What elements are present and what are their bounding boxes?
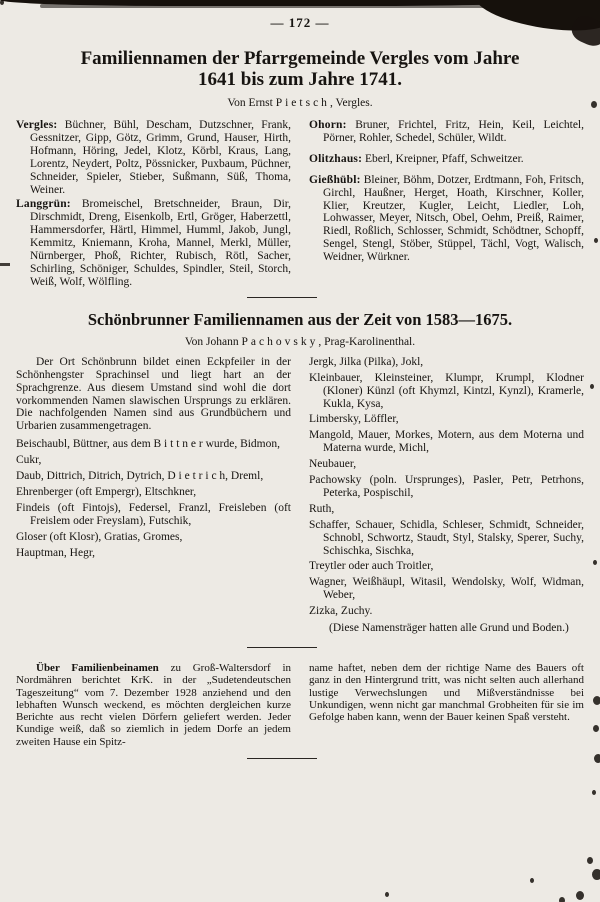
surname-item: Mangold, Mauer, Morkes, Motern, aus dem Moterna und Materna wurde, Michl, — [309, 429, 584, 455]
place-label: Vergles: — [16, 119, 58, 131]
article2-right-column — [309, 356, 584, 635]
name-list-ohorn — [309, 119, 584, 145]
article1-title-line1: Familiennamen der Pfarrgemeinde Vergles vom Jahre — [80, 48, 520, 69]
surname-item: Ehrenberger (oft Empergr), Eltschkner, — [16, 485, 197, 498]
place-label: Gießhübl: — [309, 173, 361, 186]
article2-author-name: Pachovsky — [241, 335, 319, 348]
article3-left-paragraph — [16, 662, 291, 748]
surname-item: Treytler oder auch Troitler, — [309, 560, 434, 573]
surname-item: Findeis (oft Fintojs), Federsel, Franzl, Freisleben (oft Freislem oder Freyslam), Futschik, — [16, 501, 291, 527]
article2-byline-prefix: Von Johann — [184, 335, 242, 348]
article3-right-paragraph: name haftet, neben dem der richtige Name des Bauers oft ganz in den Hintergrund tritt, was nicht selten auch allerhand lustige Verwechslungen und Mißverständnisse bei Unkundigen, wenn nicht gar manchmal Grobheiten für sie im Gefolge haben kann, wenn der Bauer keinen Spaß versteht. — [309, 662, 584, 724]
surname-item: Pachowsky (poln. Ursprunges), Pasler, Petr, Petrhons, Peterka, Pospischil, — [309, 474, 584, 499]
page-end-rule — [247, 758, 317, 759]
article3-left-text: zu Groß-Waltersdorf in Nordmähren berichtet KrK. in der „Sudetendeutschen Tageszeitung“ vom 7. Dezember 1928 anziehend und den lebhaften Wunsch weckend, es möchten dergleichen kurze Berichte aus recht vielen Dörfern geliefert werden. Jeder Kundige weiß, daß so ziemlich in jedem Dorfe an jedem zweiten Hause ein Spitz- — [16, 662, 291, 748]
place-label: Ohorn: — [309, 119, 347, 131]
surname-item: Neubauer, — [309, 458, 357, 471]
surname-item: Cukr, — [16, 454, 42, 467]
surname-item: Beischaubl, Büttner, aus dem B i t t n e r wurde, Bidmon, — [16, 438, 281, 451]
name-list: Eberl, Kreipner, Pfaff, Schweitzer. — [365, 152, 524, 165]
place-label: Olitzhaus: — [309, 152, 363, 165]
article3-left-column — [16, 662, 291, 748]
article1-title — [22, 48, 578, 90]
article2-byline-suffix: , Prag-Karolinenthal. — [318, 335, 416, 348]
article1-byline-suffix: , Vergles. — [329, 97, 373, 109]
surname-item: Wagner, Weißhäupl, Witasil, Wendolsky, Wolf, Widman, Weber, — [309, 576, 584, 602]
name-list: Bruner, Frichtel, Fritz, Hein, Keil, Leichtel, Pörner, Rohler, Schedel, Schüler, Wildt. — [323, 119, 584, 144]
surname-item: Kleinbauer, Kleinsteiner, Klumpr, Krumpl, Klodner (Kloner) Künzl (oft Khymzl, Kintzl, Kynzl), Kramerle, Kukla, Kysa, — [309, 371, 584, 410]
section-divider-rule — [247, 647, 317, 648]
surname-item: Zizka, Zuchy. — [309, 605, 373, 618]
article3-right-column — [309, 662, 584, 748]
name-list: Büchner, Bühl, Descham, Dutzschner, Frank, Gessnitzer, Gipp, Götz, Grimm, Grund, Hauser, Hirth, Hofmann, Höring, Jedel, Klotz, Körbl, Kraus, Lang, Lorentz, Neydert, Poltz, Pössnicker, Puxbaum, Püchner, Schneider, Spieler, Stieber, Sußmann, Süß, Thoma, Weiner. — [30, 119, 292, 196]
name-list: Bromeischel, Bretschneider, Braun, Dir, Dirschmidt, Dreng, Eisenkolb, Ertl, Gröger, Haberzettl, Hammersdorfer, Härtl, Himmel, Humml, Jakob, Jungl, Kemmitz, Kniemann, Kroha, Mannel, Merkl, Müller, Nürnberger, Phoß, Richter, Rubisch, Rötl, Sacher, Schirling, Schöniger, Schuldes, Spindler, Steil, Storch, Weiß, Wolf, Wölfling. — [30, 198, 292, 288]
surname-item: Daub, Dittrich, Ditrich, Dytrich, D i e t r i c h, Dreml, — [16, 470, 264, 483]
surname-item: Gloser (oft Klosr), Gratias, Gromes, — [16, 530, 183, 543]
name-list-vergles — [16, 119, 291, 196]
article2-left-column — [16, 356, 291, 635]
article3-lead: Über Familienbeinamen — [36, 662, 159, 674]
article1-columns — [16, 119, 584, 291]
surname-item: Jergk, Jilka (Pilka), Jokl, — [309, 355, 424, 368]
name-list-olitzhaus — [309, 153, 584, 166]
surname-item: Limbersky, Löffler, — [309, 413, 399, 426]
article1-byline — [16, 97, 584, 109]
article1-right-column — [309, 119, 584, 291]
name-list-giesshuebl — [309, 174, 584, 264]
article2-columns — [16, 356, 584, 635]
name-list-langgruen — [16, 198, 291, 288]
article1-author-name: Pietsch — [275, 97, 330, 109]
article1-left-column — [16, 119, 291, 291]
article2-byline — [16, 336, 584, 348]
article2-note: (Diese Namensträger hatten alle Grund und Boden.) — [329, 622, 569, 635]
place-label: Langgrün: — [16, 198, 71, 211]
surname-item: Hauptman, Hegr, — [16, 546, 96, 559]
article2-title: Schönbrunner Familiennamen aus der Zeit von 1583—1675. — [87, 309, 513, 329]
section-divider-rule — [247, 297, 317, 298]
name-list: Bleiner, Böhm, Dotzer, Erdtmann, Foh, Fritsch, Girchl, Haußner, Herget, Hoath, Kirschner, Koller, Klier, Kreutzer, Kugler, Leicht, Liedler, Loh, Lohwasser, Meyer, Nitsch, Obel, Oehm, Preiß, Raimer, Riedl, Roßlich, Schlosser, Schmidt, Schödtner, Schopff, Sengel, Stengl, Stöber, Stüppel, Tächl, Vogt, Walisch, Weidner, Würkner. — [323, 173, 584, 264]
page-number: — 172 — — [270, 15, 330, 30]
article2-intro: Der Ort Schönbrunn bildet einen Eckpfeiler in der Schönhengster Sprachinsel und liegt hart an der Sprachgrenze. Aus diesem Umstand sind wohl die dort vorkommenden Namen slawischen Ursprungs zu erklären. Die nachfolgenden Namen sind aus Grundbüchern und Urbarien zusammengetragen. — [16, 355, 291, 433]
article3-columns — [16, 662, 584, 748]
article1-byline-prefix: Von Ernst — [227, 97, 276, 109]
surname-item: Ruth, — [309, 502, 335, 515]
surname-item: Schaffer, Schauer, Schidla, Schleser, Schmidt, Schneider, Schnobl, Schwortz, Staudt, Styl, Stalsky, Sperer, Suchy, Schischka, Sischka, — [309, 518, 584, 557]
article1-title-line2: 1641 bis zum Jahre 1741. — [198, 69, 402, 90]
